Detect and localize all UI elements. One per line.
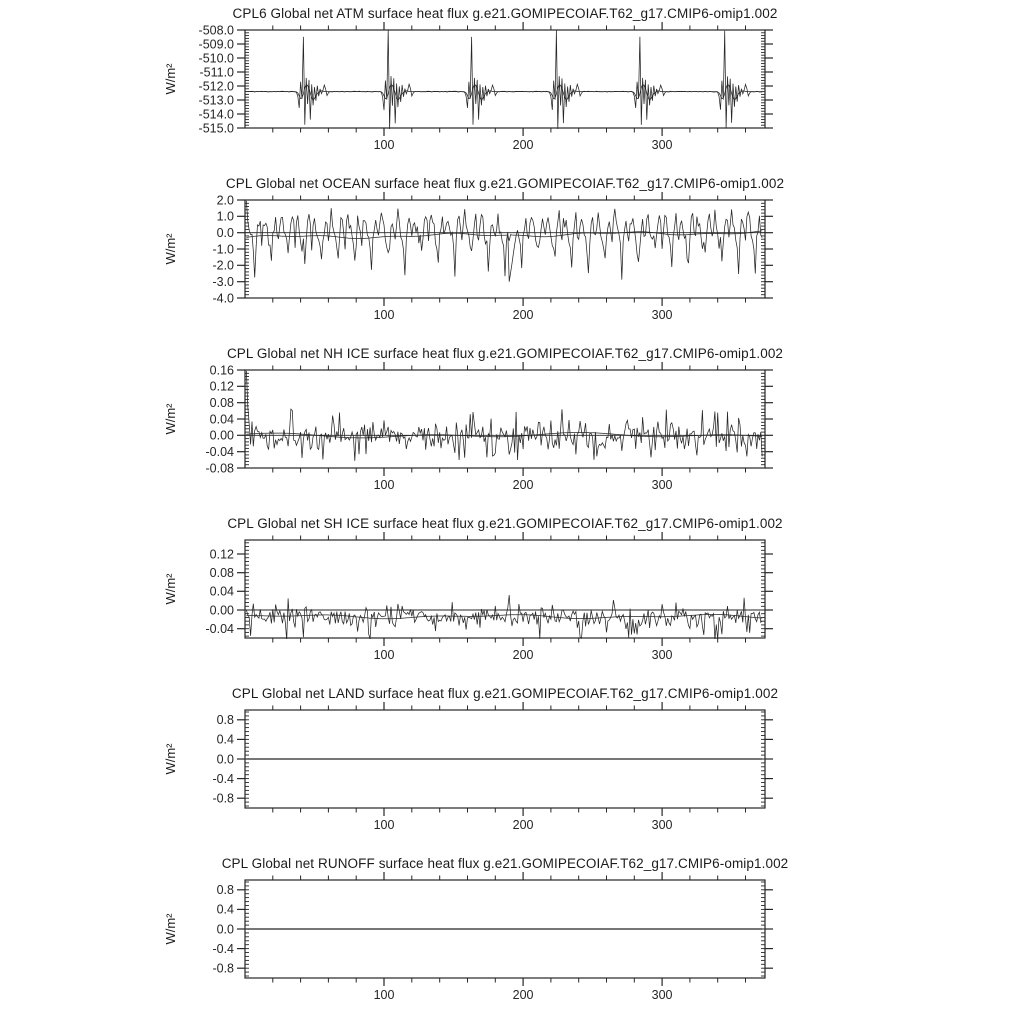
sh-ice-series <box>246 595 762 640</box>
svg-text:0.04: 0.04 <box>209 584 234 599</box>
svg-text:0.12: 0.12 <box>209 547 234 562</box>
svg-text:0.0: 0.0 <box>216 922 234 937</box>
atm-frame <box>245 30 765 128</box>
svg-text:200: 200 <box>512 818 534 832</box>
sh-ice-svg <box>0 510 1024 680</box>
sh-ice-plot <box>0 510 1024 680</box>
svg-text:300: 300 <box>651 138 673 152</box>
svg-text:2.0: 2.0 <box>216 193 234 208</box>
runoff-ylabel: W/m² <box>163 913 178 945</box>
nh-ice-plot <box>0 340 1024 510</box>
sh-ice-frame <box>245 540 765 638</box>
nh-ice-title: CPL Global net NH ICE surface heat flux g.e21.GOMIPECOIAF.T62_g17.CMIP6-omip1.002 <box>226 346 784 361</box>
svg-text:-1.0: -1.0 <box>212 242 234 257</box>
svg-text:-0.04: -0.04 <box>205 622 234 636</box>
svg-text:-0.8: -0.8 <box>212 791 234 806</box>
sh-ice-title: CPL Global net SH ICE surface heat flux g.e21.GOMIPECOIAF.T62_g17.CMIP6-omip1.002 <box>227 516 783 531</box>
svg-text:100: 100 <box>373 308 395 322</box>
svg-text:200: 200 <box>512 138 534 152</box>
panel-sh-ice <box>0 510 1024 680</box>
svg-text:-0.8: -0.8 <box>212 961 234 976</box>
svg-text:-0.4: -0.4 <box>212 941 234 956</box>
svg-text:100: 100 <box>373 988 395 1002</box>
atm-plot <box>0 0 1024 170</box>
svg-text:100: 100 <box>373 648 395 662</box>
svg-text:0.16: 0.16 <box>209 363 234 378</box>
svg-text:0.0: 0.0 <box>216 226 234 240</box>
nh-ice-ylabel: W/m² <box>163 403 178 435</box>
svg-text:100: 100 <box>373 478 395 492</box>
ocean-frame <box>245 200 765 298</box>
atm-ylabel: W/m² <box>163 63 178 95</box>
svg-text:-514.0: -514.0 <box>198 107 234 122</box>
svg-text:200: 200 <box>512 988 534 1002</box>
svg-text:0.8: 0.8 <box>216 883 234 898</box>
svg-text:0.04: 0.04 <box>209 412 234 427</box>
svg-text:-0.4: -0.4 <box>212 771 234 786</box>
runoff-axes <box>212 872 773 1002</box>
svg-text:1.0: 1.0 <box>216 209 234 224</box>
runoff-title: CPL Global net RUNOFF surface heat flux g.e21.GOMIPECOIAF.T62_g17.CMIP6-omip1.002 <box>221 856 789 871</box>
atm-monthly-line <box>246 29 762 129</box>
land-svg <box>0 680 1024 850</box>
svg-text:100: 100 <box>373 818 395 832</box>
nh-ice-svg <box>0 340 1024 510</box>
land-ylabel: W/m² <box>163 743 178 775</box>
svg-text:-2.0: -2.0 <box>212 258 234 273</box>
nh-ice-series <box>246 371 762 461</box>
panel-ocean <box>0 170 1024 340</box>
panel-nh-ice <box>0 340 1024 510</box>
svg-text:300: 300 <box>651 818 673 832</box>
panel-atm <box>0 0 1024 170</box>
sh-ice-ylabel: W/m² <box>163 573 178 605</box>
ocean-plot <box>0 170 1024 340</box>
svg-text:0.4: 0.4 <box>216 902 234 917</box>
ocean-ylabel: W/m² <box>163 233 178 265</box>
svg-text:0.00: 0.00 <box>209 428 234 443</box>
svg-text:100: 100 <box>373 138 395 152</box>
svg-text:-511.0: -511.0 <box>199 65 234 80</box>
svg-text:-513.0: -513.0 <box>198 93 234 108</box>
svg-text:0.0: 0.0 <box>216 752 234 767</box>
svg-text:300: 300 <box>651 478 673 492</box>
svg-text:200: 200 <box>512 648 534 662</box>
svg-text:-0.08: -0.08 <box>205 461 234 476</box>
svg-text:-508.0: -508.0 <box>198 23 234 38</box>
atm-series <box>246 29 762 129</box>
svg-text:0.00: 0.00 <box>209 603 234 618</box>
panel-runoff <box>0 850 1024 1020</box>
ocean-title: CPL Global net OCEAN surface heat flux g.e21.GOMIPECOIAF.T62_g17.CMIP6-omip1.002 <box>225 176 785 191</box>
svg-text:0.12: 0.12 <box>209 379 234 394</box>
panel-land <box>0 680 1024 850</box>
land-title: CPL Global net LAND surface heat flux g.e21.GOMIPECOIAF.T62_g17.CMIP6-omip1.002 <box>231 686 779 701</box>
runoff-plot <box>0 850 1024 1020</box>
svg-text:-512.0: -512.0 <box>198 79 234 94</box>
svg-text:0.08: 0.08 <box>209 566 234 580</box>
svg-text:0.8: 0.8 <box>216 713 234 728</box>
atm-title: CPL6 Global net ATM surface heat flux g.e21.GOMIPECOIAF.T62_g17.CMIP6-omip1.002 <box>232 6 778 21</box>
svg-text:200: 200 <box>512 478 534 492</box>
svg-text:0.08: 0.08 <box>209 396 234 410</box>
svg-text:-3.0: -3.0 <box>212 275 234 289</box>
sh-ice-axes <box>206 532 774 662</box>
svg-text:200: 200 <box>512 308 534 322</box>
svg-text:300: 300 <box>651 648 673 662</box>
svg-text:300: 300 <box>651 308 673 322</box>
sh-ice-monthly-line <box>246 595 762 640</box>
ocean-svg <box>0 170 1024 340</box>
nh-ice-monthly-line <box>246 371 762 461</box>
land-axes <box>212 702 773 832</box>
svg-text:-510.0: -510.0 <box>198 51 234 66</box>
svg-text:0.4: 0.4 <box>216 732 234 747</box>
land-plot <box>0 680 1024 850</box>
svg-text:300: 300 <box>651 988 673 1002</box>
svg-text:-509.0: -509.0 <box>198 37 234 52</box>
svg-text:-4.0: -4.0 <box>212 291 234 306</box>
ocean-series <box>246 201 762 282</box>
runoff-svg <box>0 850 1024 1020</box>
atm-svg <box>0 0 1024 170</box>
nh-ice-axes <box>206 362 774 492</box>
svg-text:-515.0: -515.0 <box>198 121 234 136</box>
svg-text:-0.04: -0.04 <box>205 445 234 459</box>
ocean-monthly-line <box>246 201 762 282</box>
